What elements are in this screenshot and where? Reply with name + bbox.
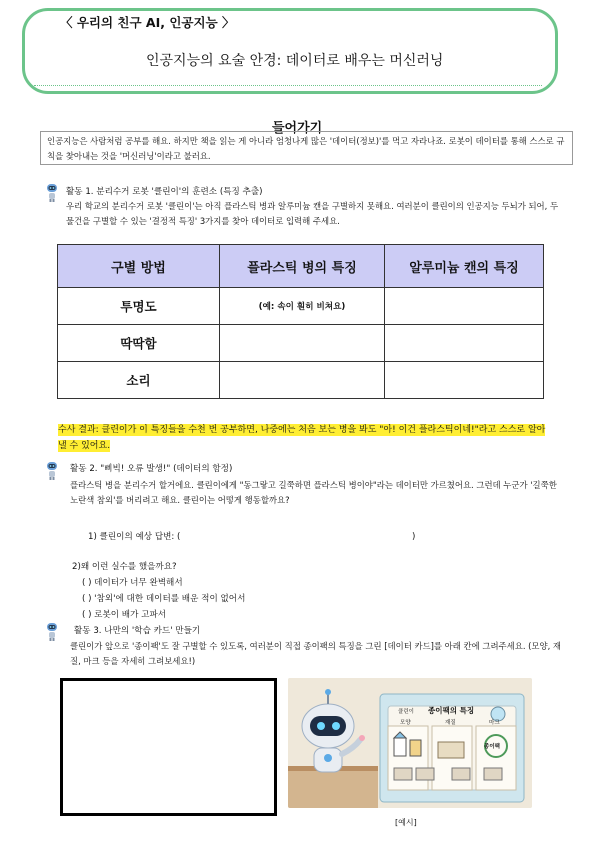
table-header-row	[58, 245, 544, 288]
intro-box	[40, 131, 573, 165]
result-highlight: 수사 결과: 클린이가 이 특징들을 수천 번 공부하면, 나중에는 처음 보는 병을 봐도 "아! 이건 플라스틱이네!"라고 스스로 알아낼 수 있어요.	[58, 425, 546, 451]
question1-close: )	[412, 532, 416, 542]
drawing-card-box[interactable]	[60, 678, 277, 816]
table-cell	[220, 362, 385, 399]
activity3-heading: 활동 3. 나만의 '학습 카드' 만들기	[74, 626, 201, 636]
activity2-heading: 활동 2. "삐빅! 오류 발생!" (데이터의 함정)	[70, 464, 233, 474]
example-illustration	[288, 678, 532, 808]
header-divider	[34, 85, 542, 86]
table-cell	[220, 325, 385, 362]
robot-icon	[45, 622, 59, 642]
table-cell: 투명도	[58, 288, 220, 325]
tab-shape: 모양	[400, 720, 411, 726]
table-cell: (예: 속이 훤히 비쳐요)	[220, 288, 385, 325]
table-cell	[385, 325, 544, 362]
tab-material: 재질	[445, 720, 456, 726]
table-cell: 딱딱함	[58, 325, 220, 362]
feature-table	[57, 244, 544, 399]
activity2-text: 플라스틱 병을 분리수거 할거에요. 클린이에게 "동그랗고 길쭉하면 플라스틱 병이야"라는 데이터만 가르쳤어요. 그런데 누군가 '길쭉한 노란색 참외'를 버리려고 해요. 클린이는 어떻게 행동할까요?	[70, 480, 557, 505]
option-3[interactable]: ( ) 로봇이 배가 고파서	[82, 610, 167, 620]
board-robot-label: 클린이	[398, 709, 414, 715]
table-header-plastic: 플라스틱 병의 특징	[220, 245, 385, 288]
question1: 1) 클린이의 예상 답변: (	[88, 532, 181, 542]
question2: 2)왜 이런 실수를 했을까요?	[72, 562, 177, 572]
robot-icon	[45, 183, 59, 203]
table-cell: 소리	[58, 362, 220, 399]
table-row	[58, 288, 544, 325]
intro-title: 들어가기	[272, 121, 323, 136]
table-header-can: 알루미늄 캔의 특징	[385, 245, 544, 288]
table-header-method: 구별 방법	[58, 245, 220, 288]
intro-text: 인공지능은 사람처럼 공부를 해요. 하지만 책을 읽는 게 아니라 엄청나게 많은 '데이터(정보)'를 먹고 자라나죠. 로봇이 데이터를 통해 스스로 규칙을 찾아내는 것을 '머신러닝'이라고 불러요.	[47, 136, 565, 161]
table-cell	[385, 362, 544, 399]
series-title: 〈 우리의 친구 AI, 인공지능 〉	[60, 15, 235, 30]
example-caption: [예시]	[395, 818, 417, 827]
activity1-heading: 활동 1. 분리수거 로봇 '클린이'의 훈련소 (특징 추출)	[66, 187, 263, 197]
option-1[interactable]: ( ) 데이터가 너무 완벽해서	[82, 578, 183, 588]
board-title: 종이팩의 특징	[428, 706, 475, 715]
option-2[interactable]: ( ) '참외'에 대한 데이터를 배운 적이 없어서	[82, 594, 246, 604]
table-cell	[385, 288, 544, 325]
table-row	[58, 325, 544, 362]
robot-icon	[45, 461, 59, 481]
mark-label: 종이팩	[484, 744, 500, 750]
activity1-text: 우리 학교의 분리수거 로봇 '클린이'는 아직 플라스틱 병과 알루미늄 캔을 구별하지 못해요. 여러분이 클린이의 인공지능 두뇌가 되어, 두 물건을 구별할 수 있는 '결정적 특징' 3가지를 찾아 데이터로 입력해 주세요.	[66, 201, 559, 226]
table-row	[58, 362, 544, 399]
tab-mark: 마크	[489, 720, 500, 726]
page-title: 인공지능의 요술 안경: 데이터로 배우는 머신러닝	[146, 53, 444, 69]
activity3-text: 클린이가 앞으로 '종이팩'도 잘 구별할 수 있도록, 여러분이 직접 종이팩의 특징을 그린 [데이터 카드]를 아래 칸에 그려주세요. (모양, 재질, 마크 등을 자세히 그려보세요!)	[70, 641, 562, 666]
result-note	[58, 422, 548, 454]
